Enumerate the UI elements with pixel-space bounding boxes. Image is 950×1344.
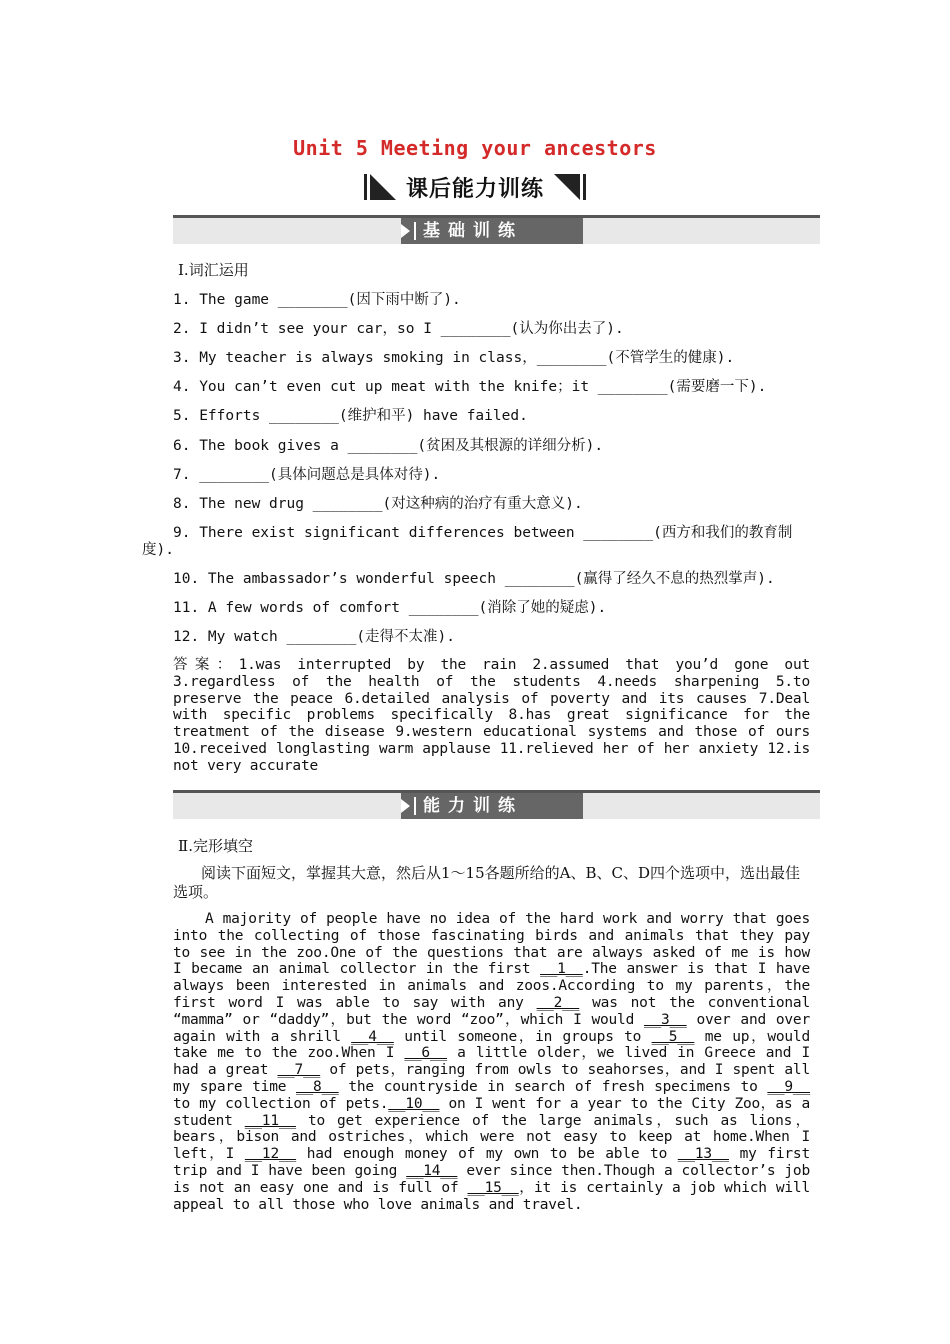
- vocab-item-8: 8. The new drug ________(对这种病的治疗有重大意义).: [173, 496, 583, 512]
- passage-text: me up，would take me to the zoo.When I: [173, 1028, 810, 1062]
- section-bar-basic: [173, 215, 820, 244]
- vocab-item-6: 6. The book gives a ________(贫困及其根源的详细分析).: [173, 438, 604, 454]
- passage-text: ever since then.Though a collector’s job is not an easy one and is full of: [173, 1162, 810, 1196]
- blank-8: __8__: [296, 1078, 339, 1095]
- cloze-instruction: 阅读下面短文，掌握其大意，然后从1～15各题所给的A、B、C、D四个选项中，选出最佳选项。: [173, 864, 800, 901]
- unit-title: Unit 5 Meeting your ancestors: [293, 136, 657, 160]
- blank-6: __6__: [404, 1045, 448, 1062]
- section-bar-label: 基础训练: [423, 221, 523, 241]
- subtitle-right-ornament: [552, 174, 586, 200]
- vocab-item-2: 2. I didn’t see your car，so I ________(认为你出去了).: [173, 321, 624, 337]
- blank-13: __13__: [677, 1146, 729, 1163]
- arrow-icon: [401, 224, 410, 238]
- vocab-item-10: 10. The ambassador’s wonderful speech ________(赢得了经久不息的热烈掌声).: [173, 571, 775, 587]
- blank-2: __2__: [536, 994, 580, 1011]
- passage-text: to my collection of pets.: [173, 1095, 389, 1112]
- blank-7: __7__: [277, 1062, 321, 1079]
- vocab-item-5: 5. Efforts ________(维护和平) have failed.: [173, 408, 528, 424]
- passage-text: to get experience of the large animals，such as lions，bears，bison and ostriches，which were not easy to keep at home.When I left，I: [173, 1112, 810, 1163]
- passage-text: over and over again with a shrill: [173, 1011, 810, 1045]
- vocab-item-4: 4. You can’t even cut up meat with the knife；it ________(需要磨一下).: [173, 379, 767, 395]
- passage-text: was not the conventional “mamma” or “daddy”，but the word “zoo”，which I would: [173, 994, 810, 1028]
- passage-text: ，it is certainly a job which will appeal to all those who love animals and travel.: [173, 1179, 810, 1213]
- divider: [414, 222, 416, 240]
- passage-text: my first trip and I have been going: [173, 1146, 810, 1179]
- blank-1: __1__: [540, 961, 583, 978]
- vocab-item-11: 11. A few words of comfort ________(消除了她的疑虑).: [173, 600, 607, 616]
- passage-text: on I went for a year to the City Zoo，as a student: [173, 1095, 810, 1129]
- vocab-item-12: 12. My watch ________(走得不太准).: [173, 629, 456, 645]
- subtitle-left-ornament: [364, 174, 398, 200]
- passage-text: .The answer is that I have always been interested in animals and zoos.According to my parents，the first word I was able to say with any: [173, 961, 810, 1011]
- vocab-item-9-cont: 度).: [142, 542, 174, 558]
- section-bar-label: 能力训练: [423, 796, 523, 816]
- vocab-item-3: 3. My teacher is always smoking in class，________(不管学生的健康).: [173, 350, 735, 366]
- passage-text: of pets，ranging from owls to seahorses，and I spent all my spare time: [173, 1062, 810, 1095]
- cloze-passage: [173, 911, 810, 1213]
- section-heading-cloze: Ⅱ.完形填空: [178, 837, 253, 855]
- answer-key: 答案：1.was interrupted by the rain 2.assumed that you’d gone out 3.regardless of the health of the students 4.needs sharpening 5.to preserve the peace 6.detailed analysis of poverty and its causes 7.Deal with specific problems specifically 8.has great significance for the treatment of the disease 9.western educational systems and those of ours 10.received longlasting warm applause 11.relieved her of her anxiety 12.is not very accurate: [173, 657, 810, 774]
- subtitle-text: 课后能力训练: [405, 176, 544, 202]
- arrow-icon: [401, 799, 410, 813]
- passage-text: a little older，we lived in Greece and I had a great: [173, 1045, 810, 1079]
- blank-4: __4__: [351, 1028, 394, 1045]
- passage-text: until someone，in groups to: [393, 1028, 652, 1045]
- passage-text: the countryside in search of fresh specimens to: [338, 1078, 768, 1095]
- vocab-item-1: 1. The game ________(因下雨中断了).: [173, 292, 461, 308]
- blank-14: __14__: [406, 1162, 458, 1179]
- vocab-item-9: 9. There exist significant differences between ________(西方和我们的教育制: [173, 525, 793, 541]
- blank-15: __15__: [467, 1179, 519, 1196]
- subtitle-banner: [0, 170, 950, 204]
- passage-text: A majority of people have no idea of the hard work and worry that goes into the collecting of those fascinating birds and animals that they pay to see in the zoo.One of the questions that are always asked of me is how I became an animal collector in the first: [173, 911, 810, 978]
- divider: [414, 797, 416, 815]
- section-heading-vocab: Ⅰ.词汇运用: [178, 261, 249, 279]
- blank-9: __9__: [767, 1078, 810, 1095]
- blank-5: __5__: [651, 1028, 695, 1045]
- section-bar-ability: [173, 790, 820, 819]
- blank-11: __11__: [244, 1112, 296, 1129]
- blank-3: __3__: [643, 1011, 687, 1028]
- blank-12: __12__: [244, 1146, 297, 1163]
- vocab-item-7: 7. ________(具体问题总是具体对待).: [173, 467, 441, 483]
- passage-text: had enough money of my own to be able to: [296, 1146, 678, 1163]
- blank-10: __10__: [388, 1095, 440, 1112]
